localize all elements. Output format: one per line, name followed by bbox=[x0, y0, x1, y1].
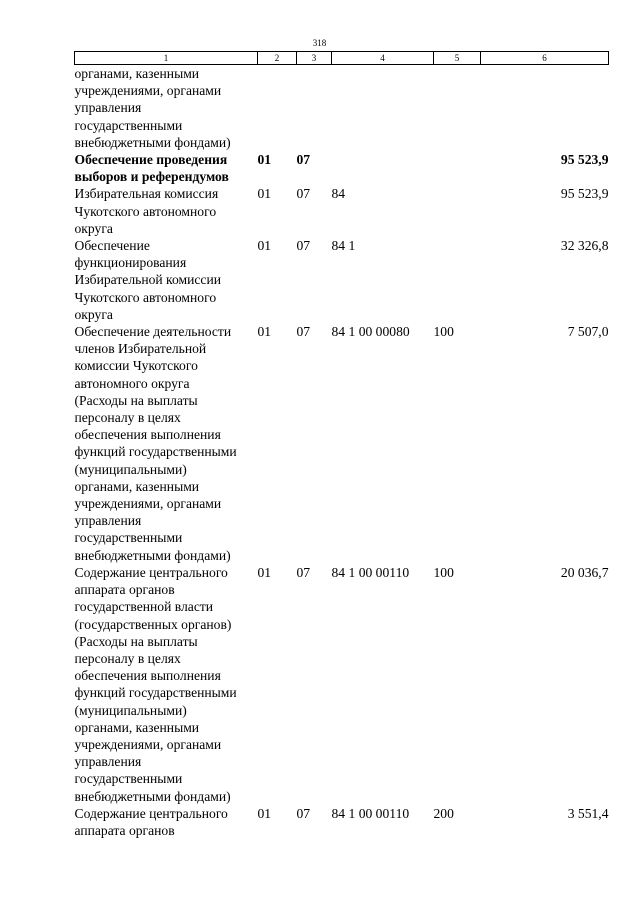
header-col-4: 4 bbox=[332, 52, 434, 65]
row-name: органами, казенными учреждениями, органами управления государственными внебюджетными фондами) bbox=[74, 66, 231, 150]
row-name: Обеспечение функционирования Избирательной комиссии Чукотского автономного округа bbox=[74, 238, 222, 322]
row-expense-type: 100 bbox=[433, 564, 454, 580]
row-name: Содержание центрального аппарата органов государственной власти (государственных органов) (Расходы на выплаты персоналу в целях обеспечения выполнения функций государственными (муниципальными) органами, казенными учреждениями, органами управления государственными внебюджетными фондами) bbox=[74, 564, 237, 804]
row-amount: 95 523,9 bbox=[560, 152, 609, 168]
row-section: 01 bbox=[257, 805, 272, 821]
row-amount: 32 326,8 bbox=[560, 238, 609, 254]
row-amount: 95 523,9 bbox=[560, 186, 609, 202]
row-section bbox=[258, 65, 297, 152]
header-col-2: 2 bbox=[258, 52, 297, 65]
row-amount bbox=[481, 65, 609, 152]
row-name: Обеспечение деятельности членов Избирательной комиссии Чукотского автономного округа (Расходы на выплаты персоналу в целях обеспечения выполнения функций государственными (муниципальными) органами, казенными учреждениями, органами управления государственными внебюджетными фондами) bbox=[74, 324, 237, 563]
row-subsection: 07 bbox=[296, 152, 311, 168]
row-target-article: 84 bbox=[331, 186, 346, 202]
header-col-1: 1 bbox=[75, 52, 258, 65]
table-row bbox=[75, 805, 609, 839]
table-row bbox=[75, 237, 609, 323]
table-row bbox=[75, 65, 609, 152]
row-subsection: 07 bbox=[296, 238, 311, 254]
header-col-6: 6 bbox=[481, 52, 609, 65]
row-subsection: 07 bbox=[296, 805, 311, 821]
row-expense-type bbox=[434, 237, 481, 323]
row-section: 01 bbox=[257, 238, 272, 254]
row-amount: 7 507,0 bbox=[567, 324, 609, 340]
page-number: 318 bbox=[312, 38, 327, 48]
row-name: Обеспечение проведения выборов и референдумов bbox=[74, 152, 229, 185]
row-target-article: 84 1 bbox=[331, 238, 356, 254]
row-expense-type bbox=[434, 65, 481, 152]
header-col-5: 5 bbox=[434, 52, 481, 65]
row-subsection bbox=[297, 65, 332, 152]
row-expense-type bbox=[434, 151, 481, 185]
row-name: Избирательная комиссия Чукотского автономного округа bbox=[74, 186, 219, 236]
table-row bbox=[75, 323, 609, 564]
header-col-3: 3 bbox=[297, 52, 332, 65]
row-name: Содержание центрального аппарата органов bbox=[74, 805, 228, 838]
row-subsection: 07 bbox=[296, 186, 311, 202]
header-row bbox=[75, 52, 609, 65]
table-row bbox=[75, 564, 609, 805]
table-row bbox=[75, 185, 609, 237]
table-header bbox=[75, 52, 609, 65]
row-section: 01 bbox=[257, 564, 272, 580]
row-target-article: 84 1 00 00110 bbox=[331, 564, 410, 580]
budget-table bbox=[74, 51, 609, 839]
row-target-article: 84 1 00 00110 bbox=[331, 805, 410, 821]
table-row-section-total bbox=[75, 151, 609, 185]
row-target-article: 84 1 00 00080 bbox=[331, 324, 410, 340]
row-expense-type bbox=[434, 185, 481, 237]
row-subsection: 07 bbox=[296, 324, 311, 340]
row-amount: 20 036,7 bbox=[560, 564, 609, 580]
row-target-article bbox=[332, 151, 434, 185]
row-amount: 3 551,4 bbox=[567, 805, 609, 821]
row-section: 01 bbox=[257, 324, 272, 340]
row-subsection: 07 bbox=[296, 564, 311, 580]
row-expense-type: 100 bbox=[433, 324, 454, 340]
row-target-article bbox=[332, 65, 434, 152]
row-expense-type: 200 bbox=[433, 805, 454, 821]
row-section: 01 bbox=[257, 186, 272, 202]
table-body bbox=[75, 65, 609, 840]
row-section: 01 bbox=[257, 152, 272, 168]
